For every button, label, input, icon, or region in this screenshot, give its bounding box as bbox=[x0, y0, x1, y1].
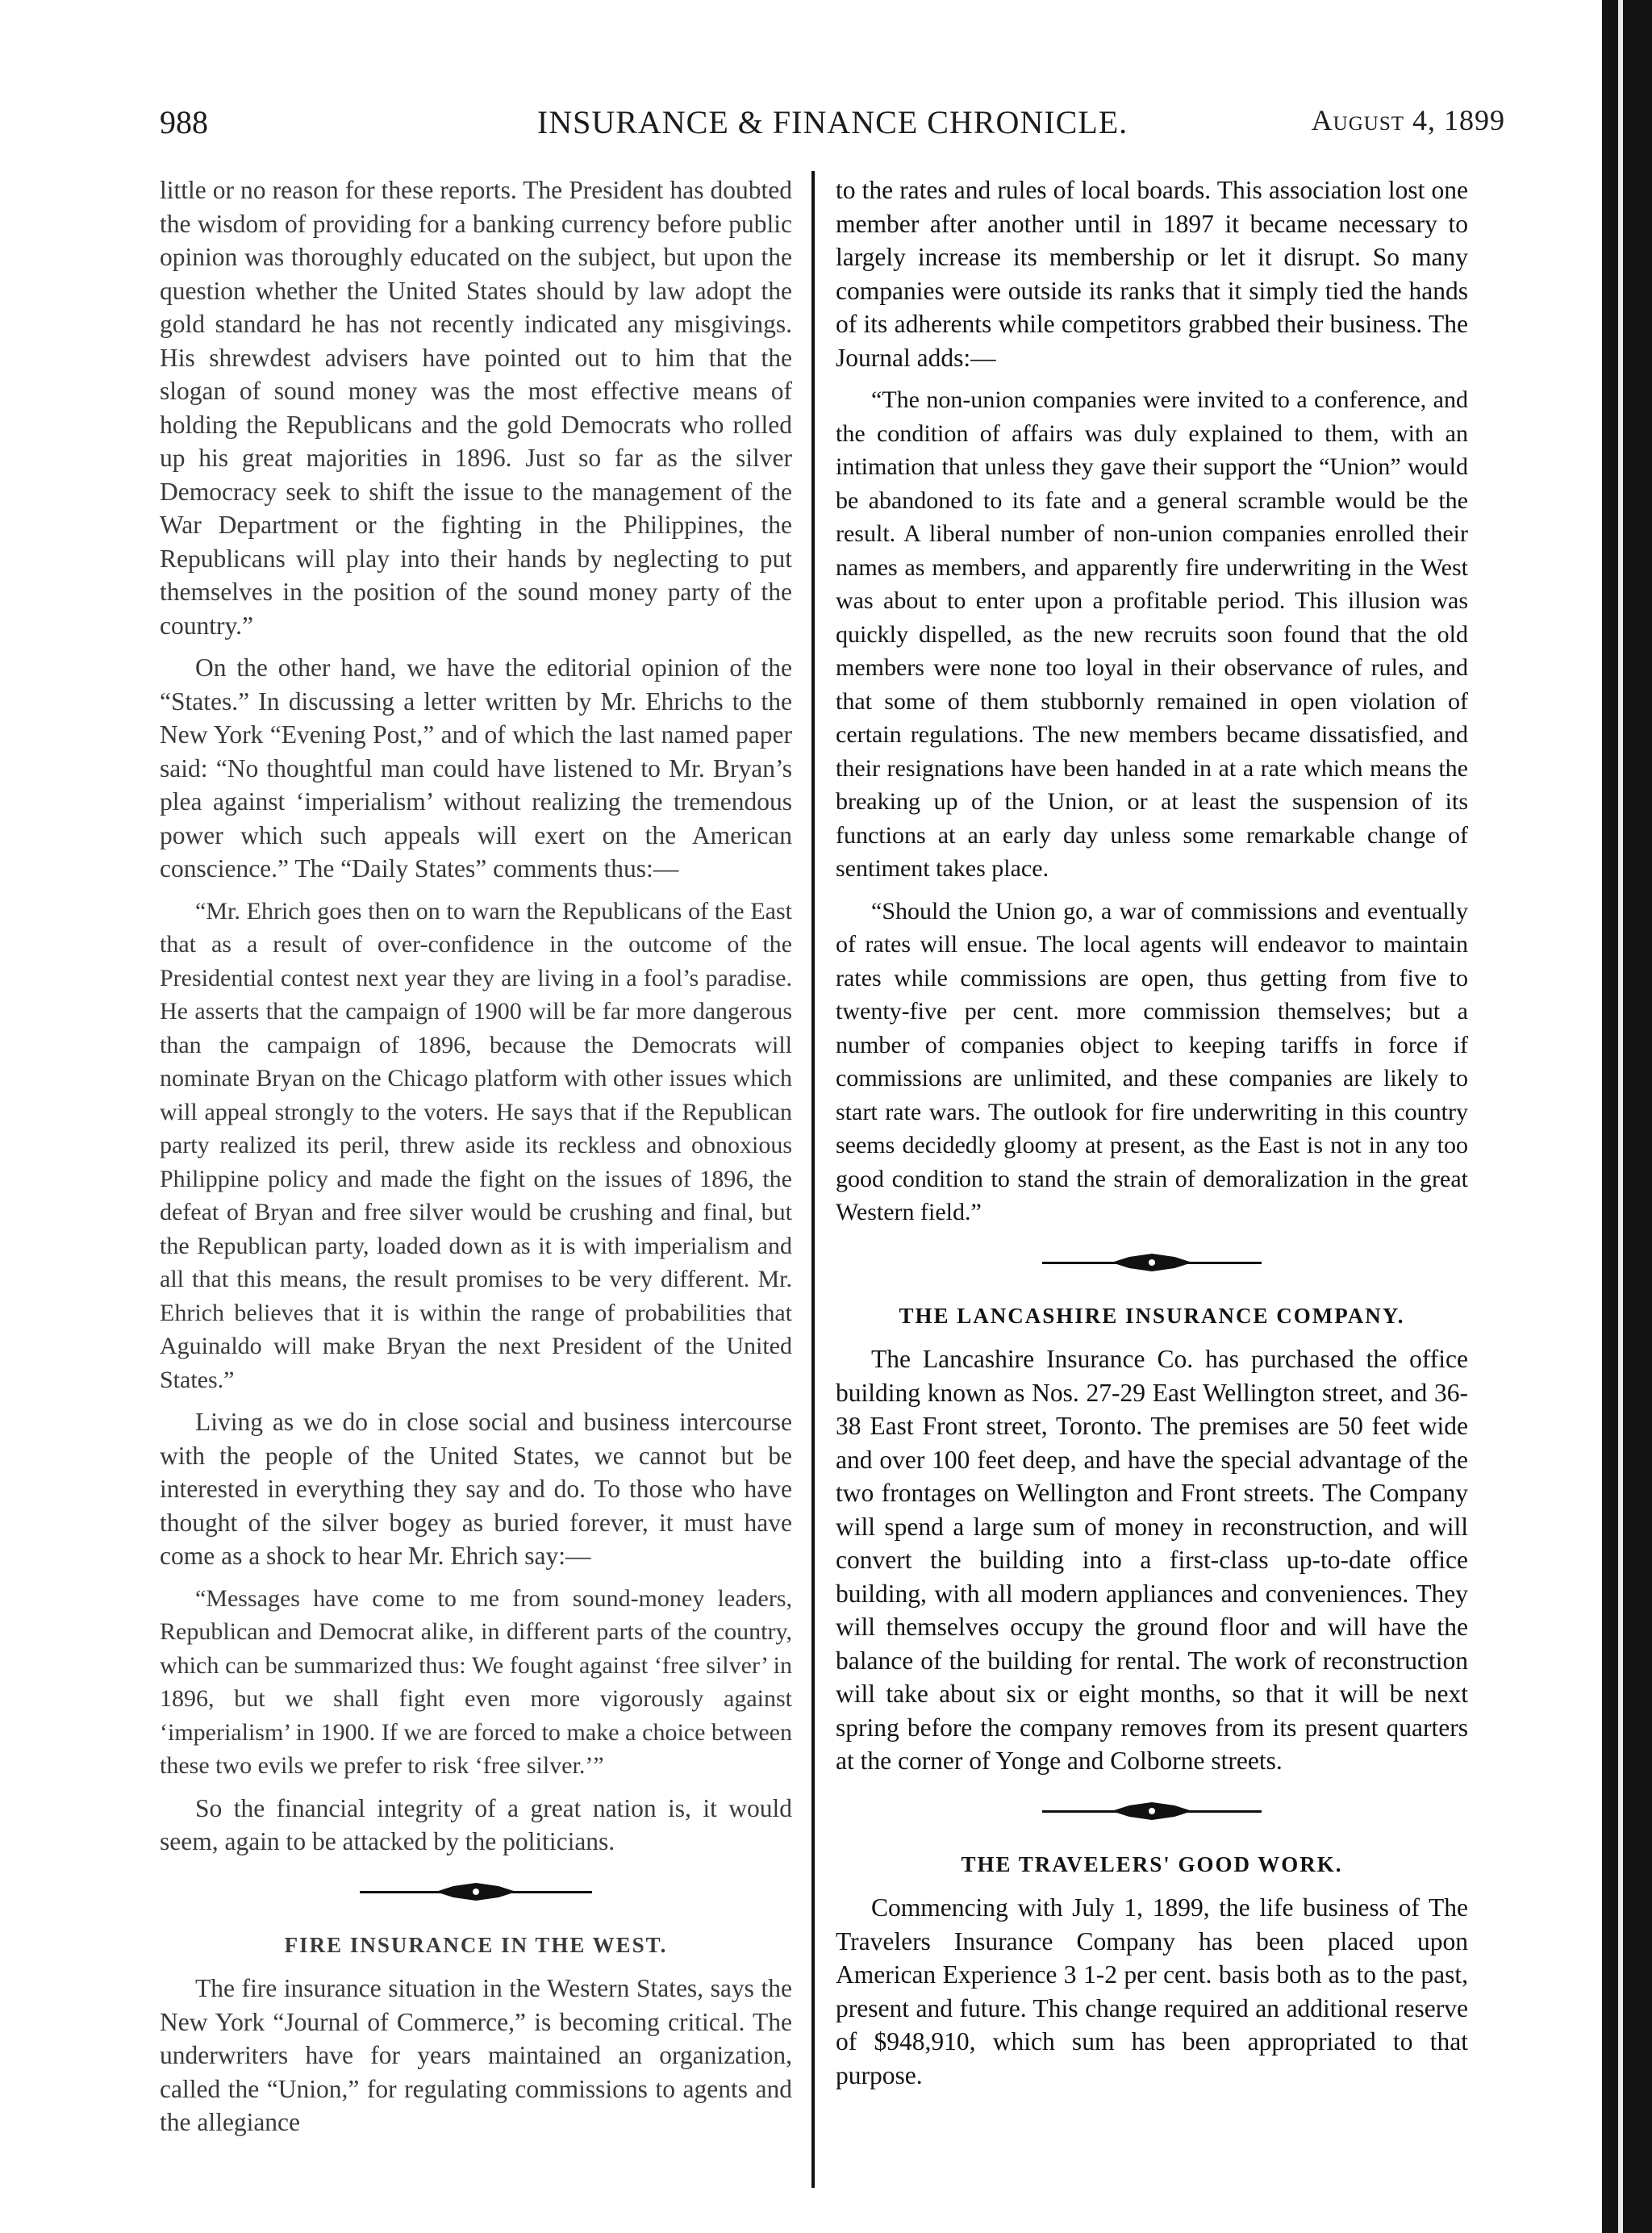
publication-title: INSURANCE & FINANCE CHRONICLE. bbox=[536, 104, 1128, 140]
section-separator bbox=[836, 1238, 1468, 1288]
paragraph: The fire insurance situation in the Western States, says the New York “Journal of Commerce,” is becoming critical. The underwriters have for years maintained an organization, called the “Union,” for regulating commissions to agents and the allegiance bbox=[160, 1974, 792, 2136]
section-heading: THE TRAVELERS' GOOD WORK. bbox=[961, 1851, 1343, 1876]
scan-edge-border bbox=[1602, 0, 1652, 2233]
paragraph: On the other hand, we have the editorial opinion of the “States.” In discussing a letter written by Mr. Ehrichs to the New York “Evening Post,” and of which the last named paper said: “No thoughtful man could have listened to Mr. Bryan’s plea against ‘imperialism’ without realizing the tremendous power which such appeals will exert on the American conscience.” The “Daily States” comments thus:— bbox=[160, 653, 792, 883]
paragraph: Living as we do in close social and business intercourse with the people of the United States, we cannot but be interested in everything they say and do. To those who have thought of the silver bogey as buried forever, it must have come as a shock to hear Mr. Ehrich say:— bbox=[160, 1408, 792, 1570]
section-separator bbox=[160, 1868, 792, 1918]
left-column bbox=[160, 173, 792, 2198]
issue-date: August 4, 1899 bbox=[1311, 104, 1505, 136]
page-header bbox=[160, 103, 1505, 152]
section-separator bbox=[836, 1787, 1468, 1837]
quoted-paragraph: “Mr. Ehrich goes then on to warn the Republicans of the East that as a result of over-confidence in the outcome of the Presidential contest next year they are living in a fool’s paradise. He asserts that the campaign of 1900 will be far more dangerous than the campaign of 1896, because the Democrats will nominate Bryan on the Chicago platform with other issues which will appeal strongly to the voters. He says that if the Republican party realized its peril, threw aside its reckless and obnoxious Philippine policy and made the fight on the issues of 1896, the defeat of Bryan and free silver would be crushing and final, but the Republican party, loaded down as it is with imperialism and all that this means, the result promises to be very different. Mr. Ehrich believes that it is within the range of probabilities that Aguinaldo will make Bryan the next President of the United States.” bbox=[160, 897, 792, 1393]
quoted-paragraph: “The non-union companies were invited to a conference, and the condition of affairs was duly explained to them, with an intimation that unless they gave their support the “Union” would be abandoned to its fate and a general scramble would be the result. A liberal number of non-union companies enrolled their names as members, and apparently fire underwriting in the West was about to enter upon a profitable period. This illusion was quickly dispelled, as the new recruits soon found that the old members were none too loyal in their observance of rules, and that some of them stubbornly remained in open violation of certain regulations. The new members became dissatisfied, and their resignations have been handed in at a rate which means the breaking up of the Union, or at least the suspension of its functions at an early day unless some remarkable change of sentiment takes place. bbox=[836, 386, 1468, 882]
page-number: 988 bbox=[160, 104, 208, 140]
paragraph: to the rates and rules of local boards. This association lost one member after another until in 1897 it became necessary to largely increase its membership or let it disrupt. So many companies were outside its ranks that it simply tied the hands of its adherents while competitors grabbed their business. The Journal adds:— bbox=[836, 176, 1468, 372]
quoted-paragraph: “Should the Union go, a war of commissions and eventually of rates will ensue. The local agents will endeavor to maintain rates while commissions are open, thus getting from five to twenty-five per cent. more commission themselves; but a number of companies object to keeping tariffs in force if commissions are unlimited, and these companies are likely to start rate wars. The outlook for fire underwriting in this country seems decidedly gloomy at present, as the East is not in any too good condition to stand the strain of demoralization in the great Western field.” bbox=[836, 897, 1468, 1225]
column-divider bbox=[811, 171, 815, 2188]
section-heading: THE LANCASHIRE INSURANCE COMPANY. bbox=[899, 1303, 1405, 1328]
paragraph: The Lancashire Insurance Co. has purchased the office building known as Nos. 27-29 East Wellington street, and 36-38 East Front street, Toronto. The premises are 50 feet wide and over 100 feet deep, and have the special advantage of the two frontages on Wellington and Front streets. The Company will spend a large sum of money in reconstruction, and will convert the building into a first-class up-to-date office building, with all modern appliances and conveniences. They will themselves occupy the ground floor and will have the balance of the building for rental. The work of reconstruction will take about six or eight months, so that it will be next spring before the company removes from its present quarters at the corner of Yonge and Colborne streets. bbox=[836, 1345, 1468, 1775]
right-column bbox=[836, 173, 1468, 2198]
quoted-paragraph: “Messages have come to me from sound-money leaders, Republican and Democrat alike, in different parts of the country, which can be summarized thus: We fought against ‘free silver’ in 1896, but we shall fight even more vigorously against ‘imperialism’ in 1900. If we are forced to make a choice between these two evils we prefer to risk ‘free silver.’” bbox=[160, 1584, 792, 1779]
paragraph: Commencing with July 1, 1899, the life business of The Travelers Insurance Company has been placed upon American Experience 3 1-2 per cent. basis both as to the past, present and future. This change required an additional reserve of $948,910, which sum has been appropriated to that purpose. bbox=[836, 1893, 1468, 2089]
paragraph: So the financial integrity of a great nation is, it would seem, again to be attacked by the politicians. bbox=[160, 1793, 792, 1855]
paragraph: little or no reason for these reports. The President has doubted the wisdom of providing for a banking currency before public opinion was thoroughly educated on the subject, but upon the question whether the United States should by law adopt the gold standard he has not recently indicated any misgivings. His shrewdest advisers have pointed out to him that the slogan of sound money was the most effective means of holding the Republicans and the gold Democrats who rolled up his great majorities in 1896. Just so far as the silver Democracy seek to shift the issue to the management of the War Department or the fighting in the Philippines, the Republicans will play into their hands by neglecting to put themselves in the position of the sound money party of the country.” bbox=[160, 176, 792, 640]
section-heading: FIRE INSURANCE IN THE WEST. bbox=[284, 1932, 668, 1957]
